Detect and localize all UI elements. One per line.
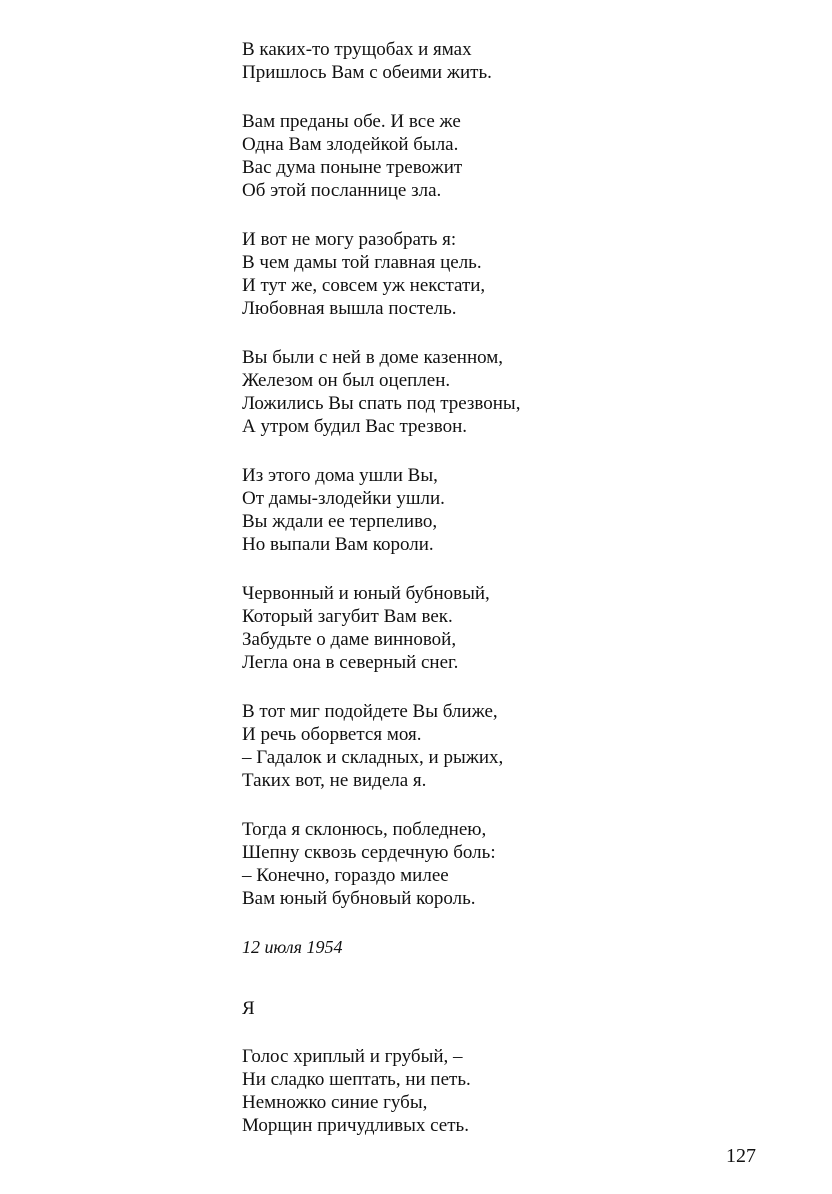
poem-line: Который загубит Вам век. bbox=[242, 606, 453, 627]
poem-line: Морщин причудливых сеть. bbox=[242, 1115, 469, 1136]
poem-text bbox=[242, 38, 762, 1163]
poem-line: Легла она в северный снег. bbox=[242, 652, 459, 673]
poem-line: В чем дамы той главная цель. bbox=[242, 252, 482, 273]
poem-line: Шепну сквозь сердечную боль: bbox=[242, 842, 496, 863]
poem-line: Ни сладко шептать, ни петь. bbox=[242, 1069, 471, 1090]
poem-line: Любовная вышла постель. bbox=[242, 298, 457, 319]
poem-line: Забудьте о даме винновой, bbox=[242, 629, 457, 650]
stanza-7 bbox=[242, 700, 762, 792]
poem-line: И речь оборвется моя. bbox=[242, 724, 422, 745]
stanza-5 bbox=[242, 464, 762, 556]
poem-line: В тот миг подойдете Вы ближе, bbox=[242, 701, 498, 722]
poem-line: Немножко синие губы, bbox=[242, 1092, 428, 1113]
stanza-4 bbox=[242, 346, 762, 438]
poem-line: Об этой посланнице зла. bbox=[242, 180, 442, 201]
poem-line: Пришлось Вам с обеими жить. bbox=[242, 62, 492, 83]
poem-line: А утром будил Вас трезвон. bbox=[242, 416, 467, 437]
poem-line: Тогда я склонюсь, побледнею, bbox=[242, 819, 487, 840]
stanza-6 bbox=[242, 582, 762, 674]
poem-line: Железом он был оцеплен. bbox=[242, 370, 451, 391]
stanza-8 bbox=[242, 818, 762, 910]
stanza-2 bbox=[242, 110, 762, 202]
next-poem-stanza bbox=[242, 1045, 762, 1137]
poem-line: Червонный и юный бубновый, bbox=[242, 583, 490, 604]
poem-line: И тут же, совсем уж некстати, bbox=[242, 275, 486, 296]
poem-line: От дамы-злодейки ушли. bbox=[242, 488, 445, 509]
poem-line: Но выпали Вам короли. bbox=[242, 534, 434, 555]
poem-line: Вы были с ней в доме казенном, bbox=[242, 347, 504, 368]
poem-line: – Конечно, гораздо милее bbox=[242, 865, 449, 886]
poem-line: В каких-то трущобах и ямах bbox=[242, 39, 472, 60]
poem-line: Вам юный бубновый король. bbox=[242, 888, 476, 909]
poem-line: Вы ждали ее терпеливо, bbox=[242, 511, 438, 532]
page-number: 127 bbox=[726, 1145, 756, 1167]
poem-line: Таких вот, не видела я. bbox=[242, 770, 427, 791]
stanza-1 bbox=[242, 38, 762, 84]
poem-line: Из этого дома ушли Вы, bbox=[242, 465, 438, 486]
poem-line: Ложились Вы спать под трезвоны, bbox=[242, 393, 521, 414]
poem-line: И вот не могу разобрать я: bbox=[242, 229, 457, 250]
next-poem-title: Я bbox=[242, 998, 255, 1019]
stanza-3 bbox=[242, 228, 762, 320]
poem-line: Голос хриплый и грубый, – bbox=[242, 1046, 463, 1067]
poem-line: Вас дума поныне тревожит bbox=[242, 157, 463, 178]
poem-line: Одна Вам злодейкой была. bbox=[242, 134, 459, 155]
poem-line: – Гадалок и складных, и рыжих, bbox=[242, 747, 504, 768]
poem-line: Вам преданы обе. И все же bbox=[242, 111, 461, 132]
poem-date: 12 июля 1954 bbox=[242, 937, 343, 957]
